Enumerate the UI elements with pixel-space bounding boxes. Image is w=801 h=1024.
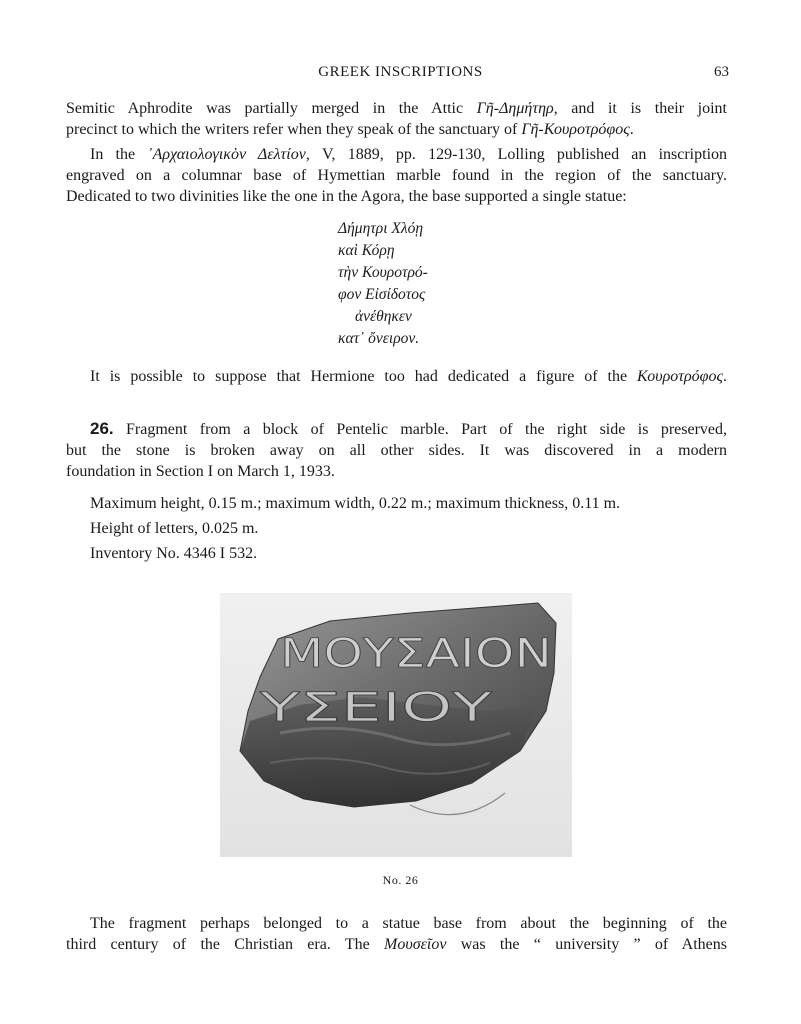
paragraph-lolling xyxy=(66,144,727,207)
text-line: In the ᾿Αρχαιολογικὸν Δελτίον, V, 1889, pp. 129-130, Lolling published an inscription xyxy=(90,146,728,163)
entry-number: 26. xyxy=(90,419,114,438)
dimensions-line: Maximum height, 0.15 m.; maximum width, 0.22 m.; maximum thickness, 0.11 m. xyxy=(90,495,621,512)
paragraph-aphrodite xyxy=(66,98,727,140)
inscription-line: ἀνέθηκεν xyxy=(355,308,412,325)
page-number: 63 xyxy=(714,64,729,80)
marble-fragment-image xyxy=(220,593,572,857)
text-line: third century of the Christian era. The Μουσεῖον was the “ university ” of Athens xyxy=(66,936,727,953)
inscription-line: φον Εἰσίδοτος xyxy=(338,286,426,303)
text-line: The fragment perhaps belonged to a statue base from about the beginning of the xyxy=(90,915,727,932)
entry-26 xyxy=(66,418,727,482)
fragment-photograph xyxy=(220,593,572,857)
stone-inscription-line-1: ΜΟΥΣΑΙΟΝ xyxy=(280,631,552,677)
text-line: engraved on a columnar base of Hymettian marble found in the region of the sanctuary. xyxy=(66,167,727,184)
running-head xyxy=(0,64,801,84)
greek-inscription-text xyxy=(338,218,538,350)
text-line: but the stone is broken away on all other sides. It was discovered in a modern xyxy=(66,442,727,459)
figure-caption: No. 26 xyxy=(382,873,419,887)
inscription-line: τὴν Κουροτρό- xyxy=(338,264,428,281)
inscription-line: καὶ Κόρῃ xyxy=(338,242,395,259)
text-line: foundation in Section I on March 1, 1933. xyxy=(66,463,335,480)
text-line: 26. Fragment from a block of Pentelic marble. Part of the right side is preserved, xyxy=(90,419,727,438)
letter-height-line: Height of letters, 0.025 m. xyxy=(90,520,259,537)
stone-inscription-line-2: ΥΣΕΙΟΥ xyxy=(258,685,493,731)
inscription-line: κατ᾿ ὄνειρον. xyxy=(338,330,420,347)
text-line: precinct to which the writers refer when they speak of the sanctuary of Γῆ-Κουροτρόφος. xyxy=(66,121,634,138)
text-line: Dedicated to two divinities like the one in the Agora, the base supported a single statue: xyxy=(66,188,627,205)
text-line: Semitic Aphrodite was partially merged in the Attic Γῆ-Δημήτηρ, and it is their joint xyxy=(66,100,728,117)
running-title: GREEK INSCRIPTIONS xyxy=(318,64,483,80)
inscription-line: Δήμητρι Χλόῃ xyxy=(338,220,424,237)
paragraph-hermione xyxy=(90,366,727,387)
paragraph-mouseion xyxy=(66,913,727,955)
inventory-line: Inventory No. 4346 I 532. xyxy=(90,545,258,562)
text-line: It is possible to suppose that Hermione too had dedicated a figure of the Κουροτρόφος. xyxy=(90,368,727,385)
